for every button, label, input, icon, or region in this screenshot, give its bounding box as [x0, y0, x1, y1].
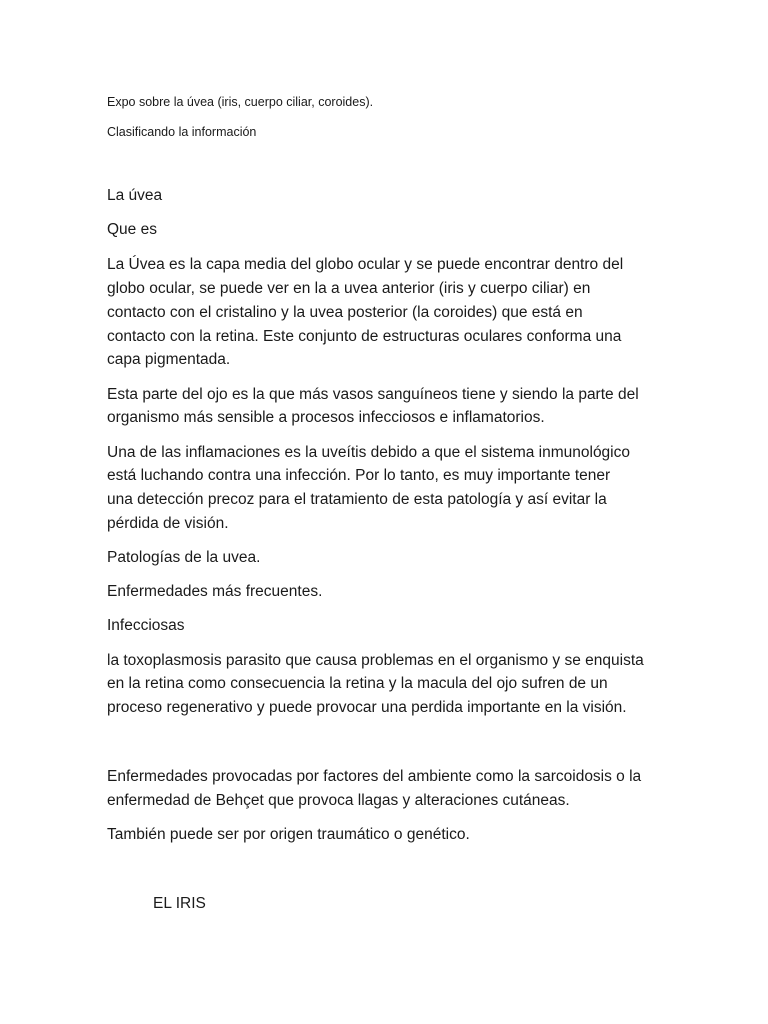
infectious-heading: Infecciosas — [107, 617, 185, 634]
paragraph-5-line: enfermedad de Behçet que provoca llagas y alteraciones cutáneas. — [107, 792, 570, 809]
paragraph-5-line: Enfermedades provocadas por factores del ambiente como la sarcoidosis o la — [107, 768, 642, 785]
paragraph-1-line: contacto con la retina. Este conjunto de estructuras oculares conforma una — [107, 328, 622, 345]
paragraph-2-line: Esta parte del ojo es la que más vasos sanguíneos tiene y siendo la parte del — [107, 386, 639, 403]
paragraph-1-line: contacto con el cristalino y la uvea posterior (la coroides) que está en — [107, 304, 583, 321]
document-title: Expo sobre la úvea (iris, cuerpo ciliar, coroides). — [107, 95, 374, 109]
paragraph-1-line: capa pigmentada. — [107, 351, 231, 368]
pathologies-heading: Patologías de la uvea. — [107, 549, 261, 566]
paragraph-4-line: la toxoplasmosis parasito que causa problemas en el organismo y se enquista — [107, 652, 644, 669]
frequent-heading: Enfermedades más frecuentes. — [107, 583, 323, 600]
paragraph-3-line: pérdida de visión. — [107, 515, 229, 532]
paragraph-3-line: está luchando contra una infección. Por lo tanto, es muy importante tener — [107, 467, 611, 484]
document-subtitle: Clasificando la información — [107, 125, 257, 139]
paragraph-1-line: globo ocular, se puede ver en la a uvea anterior (iris y cuerpo ciliar) en — [107, 280, 591, 297]
paragraph-1-line: La Úvea es la capa media del globo ocular y se puede encontrar dentro del — [107, 256, 624, 273]
iris-heading: EL IRIS — [153, 895, 206, 912]
paragraph-2-line: organismo más sensible a procesos infecciosos e inflamatorios. — [107, 409, 545, 426]
section-question: Que es — [107, 221, 157, 238]
paragraph-3-line: una detección precoz para el tratamiento de esta patología y así evitar la — [107, 491, 607, 508]
paragraph-4-line: en la retina como consecuencia la retina y la macula del ojo sufren de un — [107, 675, 608, 692]
paragraph-3-line: Una de las inflamaciones es la uveítis debido a que el sistema inmunológico — [107, 444, 630, 461]
section-heading: La úvea — [107, 187, 163, 204]
paragraph-4-line: proceso regenerativo y puede provocar una perdida importante en la visión. — [107, 699, 627, 716]
paragraph-6: También puede ser por origen traumático o genético. — [107, 826, 470, 843]
